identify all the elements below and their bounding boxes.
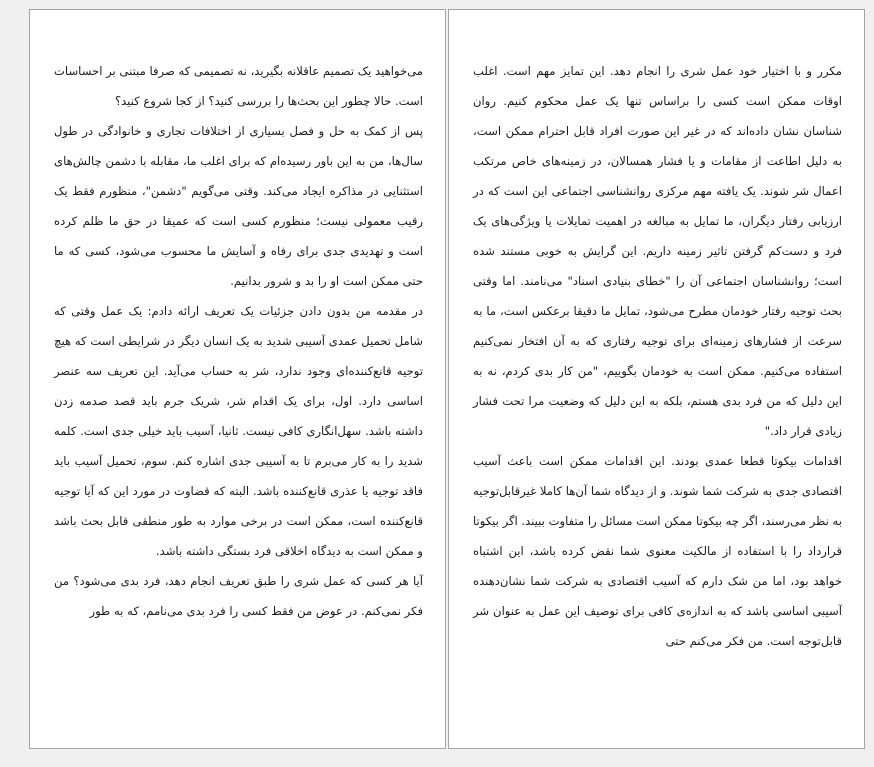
document-page-right bbox=[448, 9, 865, 749]
page-text-right bbox=[473, 56, 842, 656]
paragraph: مکرر و با اختیار خود عمل شری را انجام دهد. این تمایز مهم است. اغلب اوقات ممکن است کسی را براساس تنها یک عمل محکوم کنیم. روان شناسان نشان داده‌اند که در غیر این صورت افراد قابل احترام ممکن است، به دلیل اطاعت از مقامات و یا فشار همسالان، در زمینه‌های خاص مرتکب اعمال شر شوند. یک یافته مهم مرکزی روانشناسی اجتماعی این است که در ارزیابی رفتار دیگران، ما تمایل به مبالغه در اهمیت تمایلات یا ویژگی‌های یک فرد و دست‌کم گرفتن تاثیر زمینه داریم. این گرایش به خوبی مستند شده است؛ روانشناسان اجتماعی آن را "خطای بنیادی اسناد" می‌نامند. اما وقتی بحث توجیه رفتار خودمان مطرح می‌شود، تمایل ما دقیقا برعکس است، ما به سرعت از فشارهای زمینه‌ای برای توجیه رفتاری که به آن افتخار نمی‌کنیم استفاده می‌کنیم. ممکن است به خودمان بگوییم، "من کار بدی کردم، نه به این دلیل که من فرد بدی هستم، بلکه به این دلیل که وضعیت مرا تحت فشار زیادی قرار داد." bbox=[473, 64, 842, 438]
paragraph: در مقدمه من بدون دادن جزئیات یک تعریف ارائه دادم: یک عمل وقتی که شامل تحمیل عمدی آسیبی شدید به یک انسان دیگر در شرایطی است که هیچ توجیه قانع‌کننده‌ای وجود ندارد، شر به حساب می‌آید. این تعریف سه عنصر اساسی دارد. اول، برای یک اقدام شر، شریک جرم باید قصد صدمه زدن داشته باشد. سهل‌انگاری کافی نیست. ثانیا، آسیب باید خیلی جدی است. کلمه شدید را به کار می‌برم تا به آسیبی جدی اشاره کنم. سوم، تحمیل آسیب باید فاقد توجیه یا عذری قانع‌کننده باشد. البته که قضاوت در مورد این که آیا توجیه قانع‌کننده است، ممکن است در برخی موارد به طور منطقی قابل بحث باشد و ممکن است به دیدگاه اخلاقی فرد بستگی داشته باشد. bbox=[54, 304, 423, 558]
paragraph: اقدامات بیکوتا قطعا عمدی بودند. این اقدامات ممکن است باعث آسیب اقتصادی جدی به شرکت شما شوند. و از دیدگاه شما آن‌ها کاملا غیرقابل‌توجیه به نظر می‌رسند، اگر چه بیکوتا ممکن است مسائل را متفاوت ببیند. اگر بیکوتا قرارداد را با استفاده از مالکیت معنوی شما نقض کرده باشد، این اشتباه خواهد بود، اما من شک دارم که آسیب اقتصادی به شرکت شما نشان‌دهنده آسیبی اساسی باشد که به اندازه‌ی کافی برای توصیف این عمل به عنوان شر قابل‌توجه است. من فکر می‌کنم حتی bbox=[473, 454, 842, 648]
paragraph: می‌خواهید یک تصمیم عاقلانه بگیرید، نه تصمیمی که صرفا مبتنی بر احساسات است. حالا چطور این بحث‌ها را بررسی کنید؟ از کجا شروع کنید؟ bbox=[54, 64, 423, 108]
paragraph: پس از کمک به حل و فصل بسیاری از اختلافات تجاری و خانوادگی در طول سال‌ها، من به این باور رسیده‌ام که برای اغلب ما، مقابله با دشمن چالش‌های استثنایی در مذاکره ایجاد می‌کند. وقتی می‌گویم "دشمن"، منظورم فقط یک رقیب معمولی نیست؛ منظورم کسی است که عمیقا در حق ما ظلم کرده است و تهدیدی جدی برای رفاه و آسایش ما محسوب می‌شود، کسی که ما حتی ممکن است او را بد و شرور بدانیم. bbox=[54, 124, 423, 288]
document-page-left bbox=[29, 9, 446, 749]
paragraph: آیا هر کسی که عمل شری را طبق تعریف انجام دهد، فرد بدی می‌شود؟ من فکر نمی‌کنم. در عوض من فقط کسی را فرد بدی می‌نامم، که به طور bbox=[54, 574, 423, 618]
page-text-left bbox=[54, 56, 423, 626]
